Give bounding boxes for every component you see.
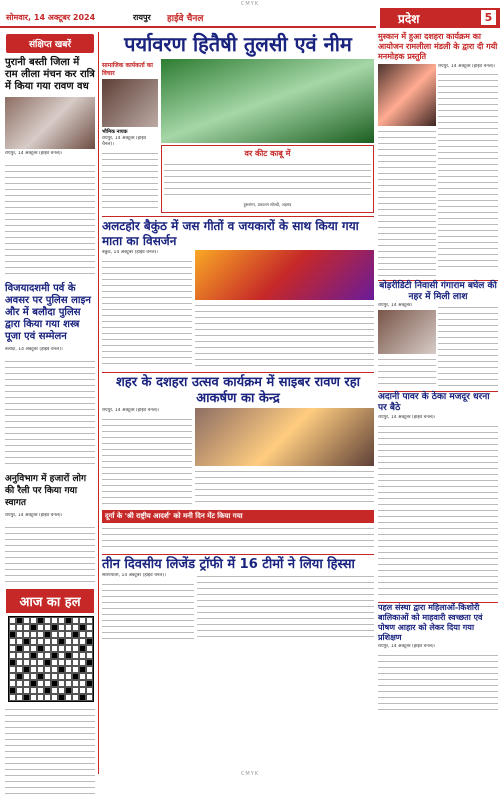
- lead-photo: [161, 59, 374, 143]
- lead-dateline: रायपुर, 14 अक्टूबर (हाईवे चैनल)।: [102, 136, 147, 147]
- lead-box-body: [164, 160, 371, 200]
- crossword-grid: [8, 616, 94, 702]
- brief-news-tag: संक्षिप्त खबरें: [6, 34, 94, 53]
- right-story1-body-2: [438, 70, 498, 270]
- right-story1-body-1: [378, 127, 436, 277]
- page-number: 5: [481, 10, 496, 25]
- lead-box-headline: वर कीट काबू में: [244, 149, 291, 158]
- story2-body-2: [195, 301, 374, 367]
- right-story4-dateline: रायपुर, 14 अक्टूबर (हाईवे चैनल)।: [378, 644, 436, 649]
- story3-headline: शहर के दशहरा उत्सव कार्यक्रम में साइबर रावण रहा आकर्षण का केन्द्र: [115, 375, 361, 406]
- right-story4-body: [378, 651, 498, 715]
- header-date: सोमवार, 14 अक्टूबर 2024: [6, 13, 96, 22]
- story3-body-2: [195, 467, 374, 507]
- right-story3-body: [378, 422, 498, 600]
- right-story2-body-1: [378, 355, 436, 385]
- story3-dateline: रायपुर, 14 अक्टूबर (हाईवे चैनल)।: [102, 408, 160, 413]
- right-column: [378, 32, 498, 715]
- left-story3-body: [5, 523, 95, 587]
- lead-headline: पर्यावरण हितैषी तुलसी एवं नीम: [124, 32, 352, 56]
- story4-body-1: [102, 580, 194, 640]
- right-story3-headline: अदानी पावर के ठेका मजदूर धरना पर बैठे: [378, 392, 490, 413]
- lead-subhead: सामाजिक कार्यकर्ता का विचार: [102, 62, 153, 77]
- main-column: [102, 32, 374, 642]
- story2-body-1: [102, 257, 192, 369]
- left-story3-headline: अनुविभाग में हजारों लोग की रैली पर किया गया स्वागत: [5, 474, 87, 508]
- band-body: [102, 524, 374, 552]
- cmyk-mark-bottom: CMYK: [240, 771, 260, 777]
- story4-dateline: सरायपाली, 14 अक्टूबर (हाईवे चैनल)।: [102, 573, 166, 578]
- page-header: [0, 10, 500, 26]
- lead-author-photo: [102, 79, 158, 127]
- header-city: रायपुर: [133, 13, 151, 22]
- story2-headline: अलटहोर बैकुंठ में जस गीतों व जयकारों के साथ किया गया माता का विसर्जन: [102, 219, 359, 248]
- left-story1-body: [5, 161, 95, 279]
- left-story2-headline: विजयादशमी पर्व के अवसर पर पुलिस लाइन और में बलौदा पुलिस द्वारा किया गया शस्त्र पूजा एवं सम्मेलन: [5, 283, 91, 342]
- left-column: [2, 32, 99, 774]
- story3-body-1: [102, 415, 192, 507]
- right-story4-headline: पहल संस्था द्वारा महिलाओं-किशोरी बालिकाओं को माहवारी स्वच्छता एवं पोषण आहार को लेकर दिया गया प्रशिक्षण: [378, 603, 483, 642]
- right-story2-photo: [378, 310, 436, 354]
- left-story1-dateline: रायपुर, 14 अक्टूबर (हाईवे चैनल)।: [5, 151, 63, 156]
- story2-dateline: बैकुंठ, 14 अक्टूबर (हाईवे चैनल)।: [102, 250, 158, 255]
- left-story2-body: [5, 357, 95, 469]
- left-bottom-body: [5, 705, 95, 795]
- left-story2-dateline: बलौदा, 14 अक्टूबर (हाईवे चैनल)।: [5, 347, 63, 352]
- cmyk-mark-top: CMYK: [240, 1, 260, 7]
- lead-box-signature: हुसरांगर, प्रकाशन सोल्डी, अहमद: [243, 202, 292, 207]
- header-bar: [0, 10, 376, 28]
- puzzle-title: आज का हल: [6, 589, 94, 613]
- right-story3-dateline: रायपुर, 14 अक्टूबर (हाईवे चैनल)।: [378, 415, 436, 420]
- right-story1-headline: मुस्कान में हुआ दशहरा कार्यक्रम का आयोजन रामलीला मंडली के द्वारा दी गयी मनमोहक प्रस्तुति: [378, 32, 498, 61]
- lead-byline: भौमिक नायक: [102, 129, 128, 135]
- right-story2-dateline: रायपुर, 14 अक्टूबर।: [378, 303, 413, 308]
- header-brand: हाईवे चैनल: [167, 14, 204, 24]
- right-story2-headline: बोड़रीडिटी निवासी गंगाराम बघेल की नहर में मिली लाश: [379, 281, 497, 302]
- story4-headline: तीन दिवसीय लिजेंड ट्रॉफी में 16 टीमों ने लिया हिस्सा: [102, 557, 355, 572]
- left-story1-headline: पुरानी बस्ती जिला में राम लीला मंचन कर रात्रि में किया गया रावण वध: [5, 57, 95, 92]
- story4-body-2: [197, 572, 374, 642]
- band-headline: दूर्गा के 'श्री राष्ट्रीय आदर्श' को मनी दिन मेंट किया गया: [102, 510, 374, 523]
- story2-photo: [195, 250, 374, 300]
- right-story1-photo: [378, 64, 436, 126]
- right-story1-dateline: रायपुर, 14 अक्टूबर (हाईवे चैनल)।: [438, 64, 496, 69]
- left-story1-photo: [5, 97, 95, 149]
- section-banner: [380, 8, 500, 28]
- section-title: प्रदेश: [398, 12, 420, 26]
- story3-photo: [195, 408, 374, 466]
- right-story2-body-2: [438, 303, 498, 389]
- lead-body-1: [102, 149, 158, 211]
- left-story3-dateline: रायपुर, 14 अक्टूबर (हाईवे चैनल)।: [5, 513, 63, 518]
